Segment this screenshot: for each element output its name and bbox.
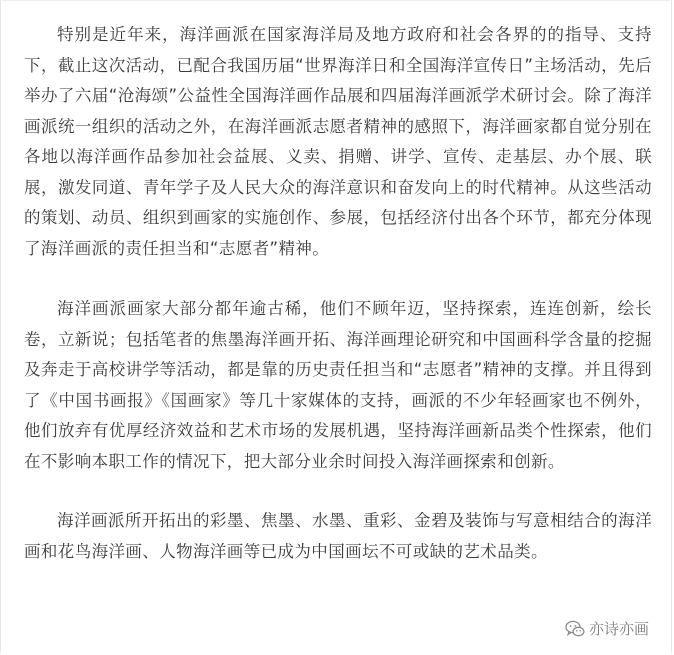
article-body (24, 20, 652, 567)
wechat-icon (565, 620, 585, 638)
account-watermark (561, 618, 651, 639)
watermark-text: 亦诗亦画 (588, 620, 649, 638)
paragraph-2: 海洋画派画家大部分都年逾古稀，他们不顾年迈，坚持探索，连连创新，绘长卷，立新说；包括笔者的焦墨海洋画开拓、海洋画理论研究和中国画科学含量的挖掘及奔走于高校讲学等活动，都是靠的历史责任担当和“志愿者”精神的支撑。并且得到了《中国书画报》《国画家》等几十家媒体的支持，画派的不少年轻画家也不例外，他们放弃有优厚经济效益和艺术市场的发展机遇，坚持海洋画新品类个性探索，他们在不影响本职工作的情况下，把大部分业余时间投入海洋画探索和创新。 (24, 299, 652, 471)
paragraph-1: 特别是近年来，海洋画派在国家海洋局及地方政府和社会各界的的指导、支持下，截止这次活动，已配合我国历届“世界海洋日和全国海洋宣传日”主场活动，先后举办了六届“沧海颂”公益性全国海洋画作品展和四届海洋画派学术研讨会。除了海洋画派统一组织的活动之外，在海洋画派志愿者精神的感照下，海洋画家都自觉分别在各地以海洋画作品参加社会益展、义卖、捐赠、讲学、宣传、走基层、办个展、联展，激发同道、青年学子及人民大众的海洋意识和奋发向上的时代精神。从这些活动的策划、动员、组织到画家的实施创作、参展，包括经济付出各个环节，都充分体现了海洋画派的责任担当和“志愿者”精神。 (24, 25, 652, 258)
paragraph-3: 海洋画派所开拓出的彩墨、焦墨、水墨、重彩、金碧及装饰与写意相结合的海洋画和花鸟海洋画、人物海洋画等已成为中国画坛不可或缺的艺术品类。 (24, 511, 652, 561)
